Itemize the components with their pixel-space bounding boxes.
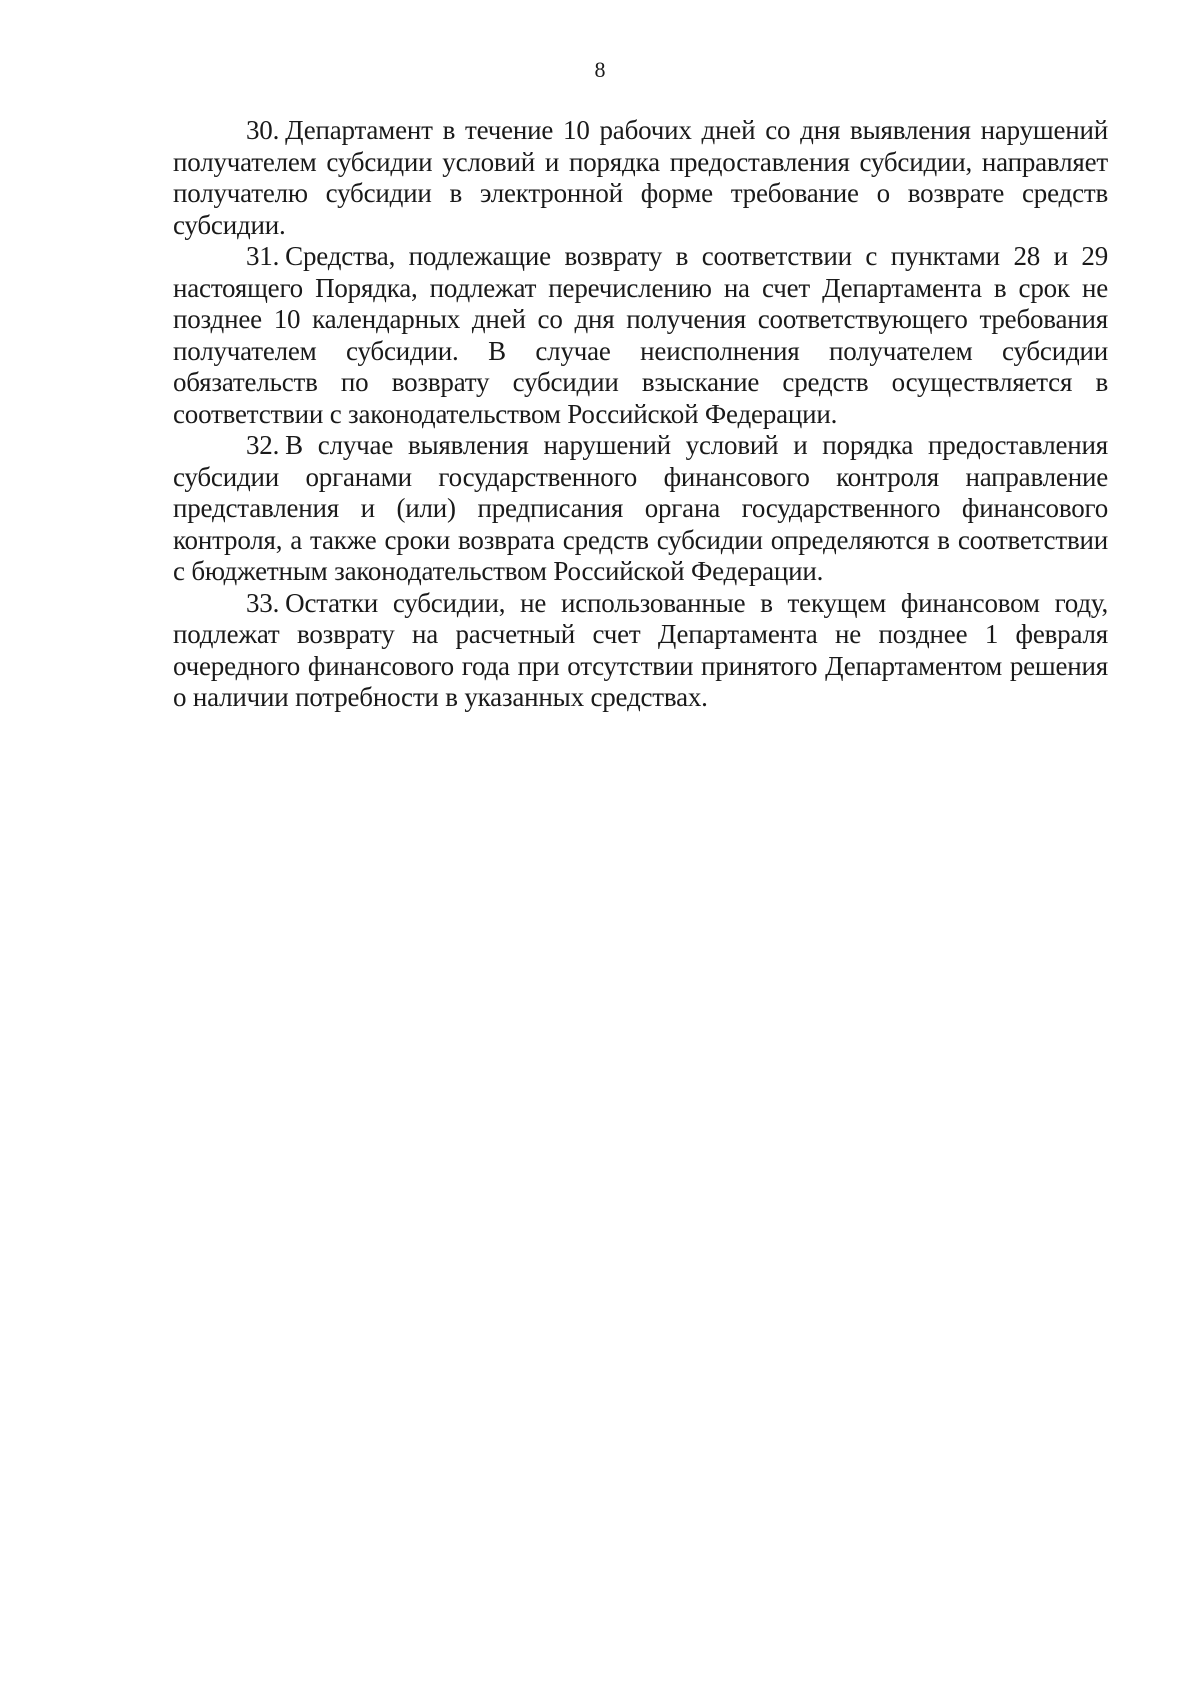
paragraph-number: 32. [246, 430, 280, 460]
paragraph-33 [173, 588, 1108, 714]
page-number: 8 [594, 57, 606, 82]
paragraph-number: 31. [246, 241, 280, 271]
paragraph-text: В случае выявления нарушений условий и порядка предоставления субсидии органами государственного финансового контроля направление представления и (или) предписания органа государственного финансового контроля, а также сроки возврата средств субсидии определяются в соответствии с бюджетным законодательством Российской Федерации. [173, 430, 1108, 586]
paragraph-31 [173, 241, 1108, 430]
paragraph-30 [173, 115, 1108, 241]
paragraph-number: 30. [246, 115, 280, 145]
paragraph-text: Остатки субсидии, не использованные в текущем финансовом году, подлежат возврату на расчетный счет Департамента не позднее 1 февраля очередного финансового года при отсутствии принятого Департаментом решения о наличии потребности в указанных средствах. [173, 587, 1108, 712]
paragraph-number: 33. [246, 587, 280, 618]
paragraph-text: Средства, подлежащие возврату в соответствии с пунктами 28 и 29 настоящего Порядка, подлежат перечислению на счет Департамента в срок не позднее 10 календарных дней со дня получения соответствующего требования получателем субсидии. В случае неисполнения получателем субсидии обязательств по возврату субсидии взыскание средств осуществляется в соответствии с законодательством Российской Федерации. [173, 241, 1108, 429]
paragraph-text: Департамент в течение 10 рабочих дней со дня выявления нарушений получателем субсидии условий и порядка предоставления субсидии, направляет получателю субсидии в электронной форме требование о возврате средств субсидии. [173, 115, 1108, 240]
document-body [173, 115, 1108, 714]
paragraph-32 [173, 430, 1108, 588]
